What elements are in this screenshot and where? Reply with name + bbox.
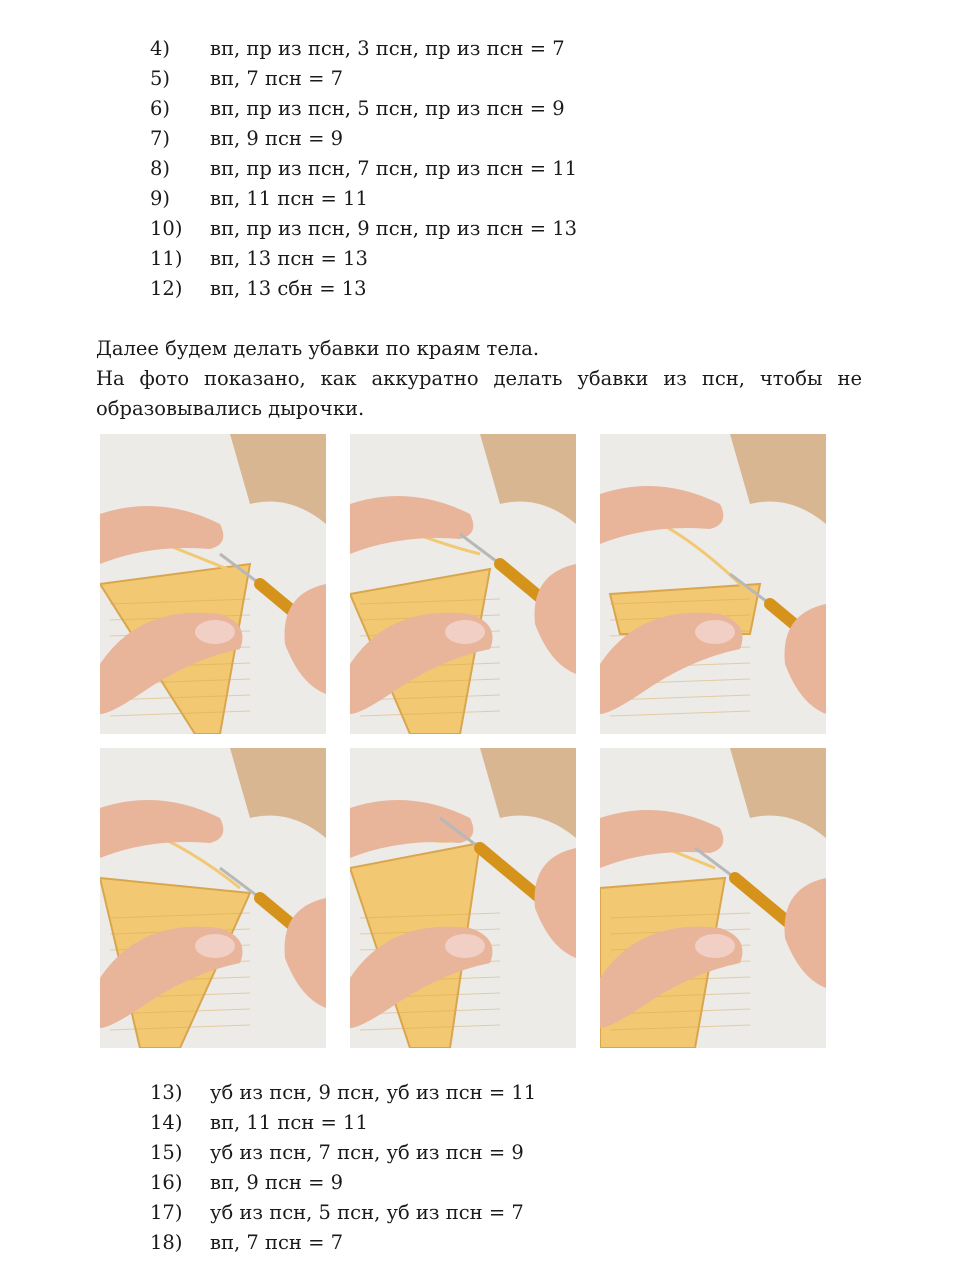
row-number: 6) bbox=[150, 97, 171, 120]
photo-step-3 bbox=[600, 434, 826, 734]
row-number: 17) bbox=[150, 1201, 183, 1224]
row-number: 5) bbox=[150, 67, 171, 90]
row-number: 15) bbox=[150, 1141, 183, 1164]
pattern-row bbox=[150, 124, 577, 154]
crochet-photo-image bbox=[600, 434, 826, 734]
row-number: 13) bbox=[150, 1081, 183, 1104]
thumb-nail bbox=[695, 620, 735, 644]
pattern-rows-top bbox=[150, 34, 577, 304]
pattern-row bbox=[150, 1168, 536, 1198]
crochet-photo-image bbox=[100, 434, 326, 734]
pattern-row bbox=[150, 1138, 536, 1168]
photo-step-4 bbox=[100, 748, 326, 1048]
instruction-paragraph: На фото показано, как аккуратно делать убавки из псн, чтобы не образовывались дырочки. bbox=[96, 367, 862, 420]
thumb-nail bbox=[195, 934, 235, 958]
photo-step-6 bbox=[600, 748, 826, 1048]
row-number: 11) bbox=[150, 247, 183, 270]
row-instruction: вп, пр из псн, 3 псн, пр из псн = 7 bbox=[210, 37, 565, 60]
pattern-row bbox=[150, 34, 577, 64]
row-number: 14) bbox=[150, 1111, 183, 1134]
crochet-photo-image bbox=[100, 748, 326, 1048]
row-instruction: вп, 7 псн = 7 bbox=[210, 67, 344, 90]
pattern-row bbox=[150, 94, 577, 124]
row-number: 9) bbox=[150, 187, 171, 210]
row-instruction: вп, 7 псн = 7 bbox=[210, 1231, 344, 1254]
row-instruction: вп, 11 псн = 11 bbox=[210, 187, 368, 210]
pattern-row bbox=[150, 1198, 536, 1228]
pattern-row bbox=[150, 184, 577, 214]
crochet-photo-image bbox=[600, 748, 826, 1048]
pattern-row bbox=[150, 214, 577, 244]
row-number: 12) bbox=[150, 277, 183, 300]
crochet-photo-image bbox=[350, 748, 576, 1048]
row-instruction: вп, пр из псн, 5 псн, пр из псн = 9 bbox=[210, 97, 565, 120]
row-number: 4) bbox=[150, 37, 171, 60]
row-instruction: вп, 13 псн = 13 bbox=[210, 247, 368, 270]
row-number: 16) bbox=[150, 1171, 183, 1194]
thumb-nail bbox=[445, 934, 485, 958]
pattern-row bbox=[150, 274, 577, 304]
pattern-rows-bottom bbox=[150, 1078, 536, 1258]
pattern-row bbox=[150, 64, 577, 94]
row-number: 8) bbox=[150, 157, 171, 180]
photo-step-1 bbox=[100, 434, 326, 734]
pattern-row bbox=[150, 1078, 536, 1108]
pattern-row bbox=[150, 1108, 536, 1138]
row-instruction: уб из псн, 7 псн, уб из псн = 9 bbox=[210, 1141, 524, 1164]
row-instruction: вп, 9 псн = 9 bbox=[210, 127, 344, 150]
row-instruction: вп, пр из псн, 7 псн, пр из псн = 11 bbox=[210, 157, 578, 180]
photo-step-2 bbox=[350, 434, 576, 734]
pattern-row bbox=[150, 244, 577, 274]
row-instruction: вп, пр из псн, 9 псн, пр из псн = 13 bbox=[210, 217, 578, 240]
row-instruction: вп, 11 псн = 11 bbox=[210, 1111, 368, 1134]
row-instruction: уб из псн, 5 псн, уб из псн = 7 bbox=[210, 1201, 524, 1224]
row-instruction: уб из псн, 9 псн, уб из псн = 11 bbox=[210, 1081, 537, 1104]
instruction-paragraph: Далее будем делать убавки по краям тела. bbox=[96, 337, 540, 360]
thumb-nail bbox=[695, 934, 735, 958]
pattern-row bbox=[150, 1228, 536, 1258]
row-number: 7) bbox=[150, 127, 171, 150]
thumb-nail bbox=[195, 620, 235, 644]
crochet-photo-image bbox=[350, 434, 576, 734]
thumb-nail bbox=[445, 620, 485, 644]
row-number: 18) bbox=[150, 1231, 183, 1254]
pattern-row bbox=[150, 154, 577, 184]
row-instruction: вп, 13 сбн = 13 bbox=[210, 277, 367, 300]
row-number: 10) bbox=[150, 217, 183, 240]
row-instruction: вп, 9 псн = 9 bbox=[210, 1171, 344, 1194]
photo-step-5 bbox=[350, 748, 576, 1048]
